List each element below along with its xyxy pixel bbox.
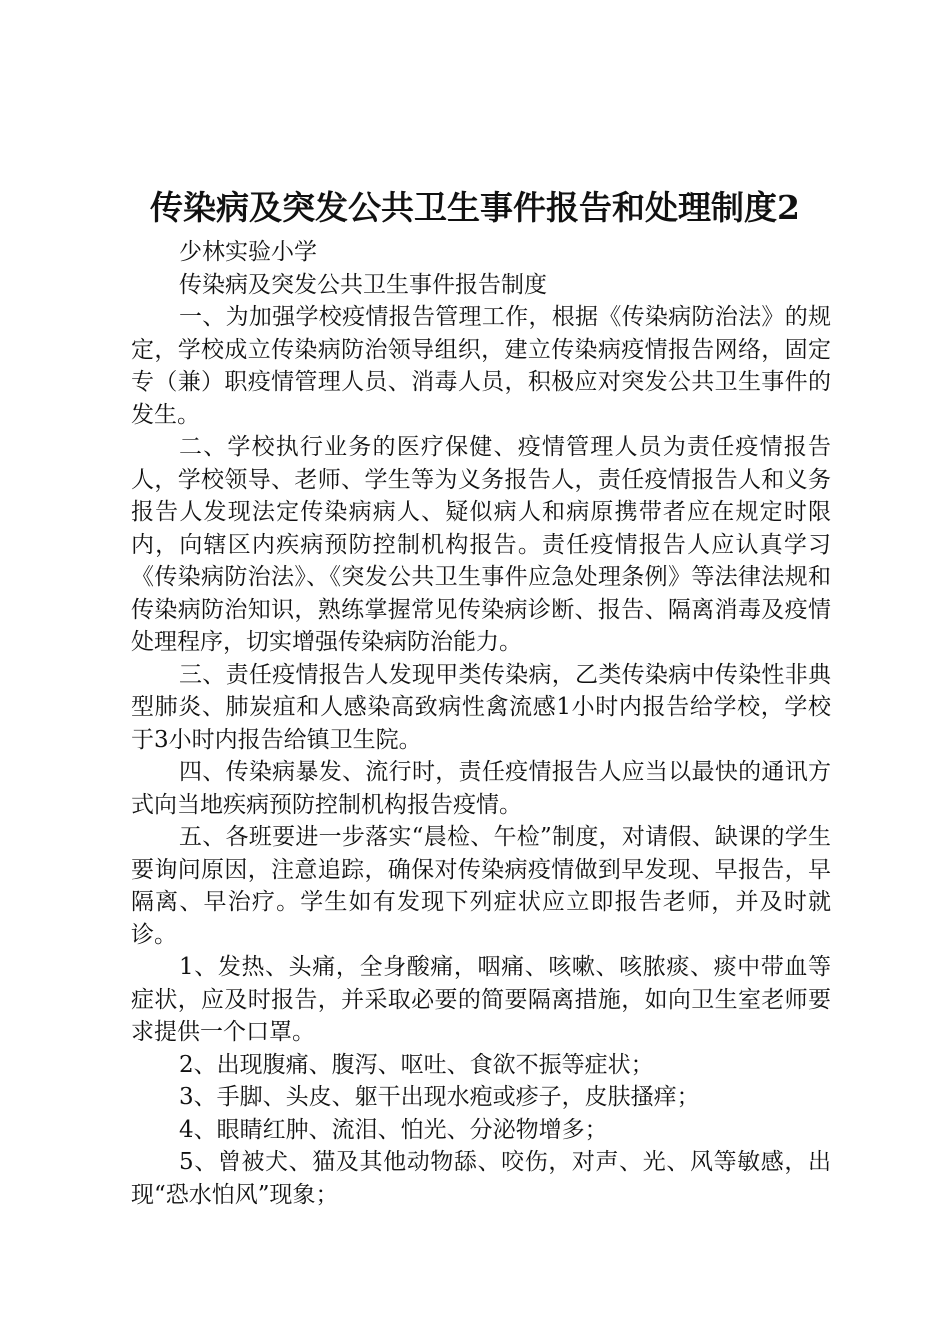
symptom-item-4: 4、眼睛红肿、流泪、怕光、分泌物增多； [179,1116,608,1143]
symptom-item-3: 3、手脚、头皮、躯干出现水疱或疹子，皮肤搔痒； [179,1084,700,1110]
paragraph-4: 四、传染病暴发、流行时，责任疫情报告人应当以最快的通讯方式向当地疾病预防控制机构报告疫情。 [131,759,831,818]
paragraph-3: 三、责任疫情报告人发现甲类传染病，乙类传染病中传染性非典型肺炎、肺炭疽和人感染高致病性禽流感1小时内报告给学校，学校于3小时内报告给镇卫生院。 [131,661,831,753]
document-body [131,236,831,1211]
document-title: 传染病及突发公共卫生事件报告和处理制度2 [150,188,800,227]
symptom-item-1: 1、发热、头痛，全身酸痛，咽痛、咳嗽、咳脓痰、痰中带血等症状，应及时报告，并采取必要的简要隔离措施，如向卫生室老师要求提供一个口罩。 [131,954,831,1045]
paragraph-2: 二、学校执行业务的医疗保健、疫情管理人员为责任疫情报告人，学校领导、老师、学生等为义务报告人，责任疫情报告人和义务报告人发现法定传染病病人、疑似病人和病原携带者应在规定时限内，向辖区内疾病预防控制机构报告。责任疫情报告人应认真学习《传染病防治法》、《突发公共卫生事件应急处理条例》等法律法规和传染病防治知识，熟练掌握常见传染病诊断、报告、隔离消毒及疫情处理程序，切实增强传染病防治能力。 [131,434,831,655]
symptom-item-5: 5、曾被犬、猫及其他动物舔、咬伤，对声、光、风等敏感，出现“恐水怕风”现象； [131,1149,831,1208]
school-name: 少林实验小学 [179,239,317,265]
symptom-item-2: 2、出现腹痛、腹泻、呕吐、食欲不振等症状； [179,1051,654,1078]
paragraph-5: 五、各班要进一步落实“晨检、午检”制度，对请假、缺课的学生要询问原因，注意追踪，确保对传染病疫情做到早发现、早报告，早隔离、早治疗。学生如有发现下列症状应立即报告老师，并及时就诊。 [131,824,831,948]
section-heading: 传染病及突发公共卫生事件报告制度 [179,271,547,298]
paragraph-1: 一、为加强学校疫情报告管理工作，根据《传染病防治法》的规定，学校成立传染病防治领导组织，建立传染病疫情报告网络，固定专（兼）职疫情管理人员、消毒人员，积极应对突发公共卫生事件的发生。 [131,304,831,428]
